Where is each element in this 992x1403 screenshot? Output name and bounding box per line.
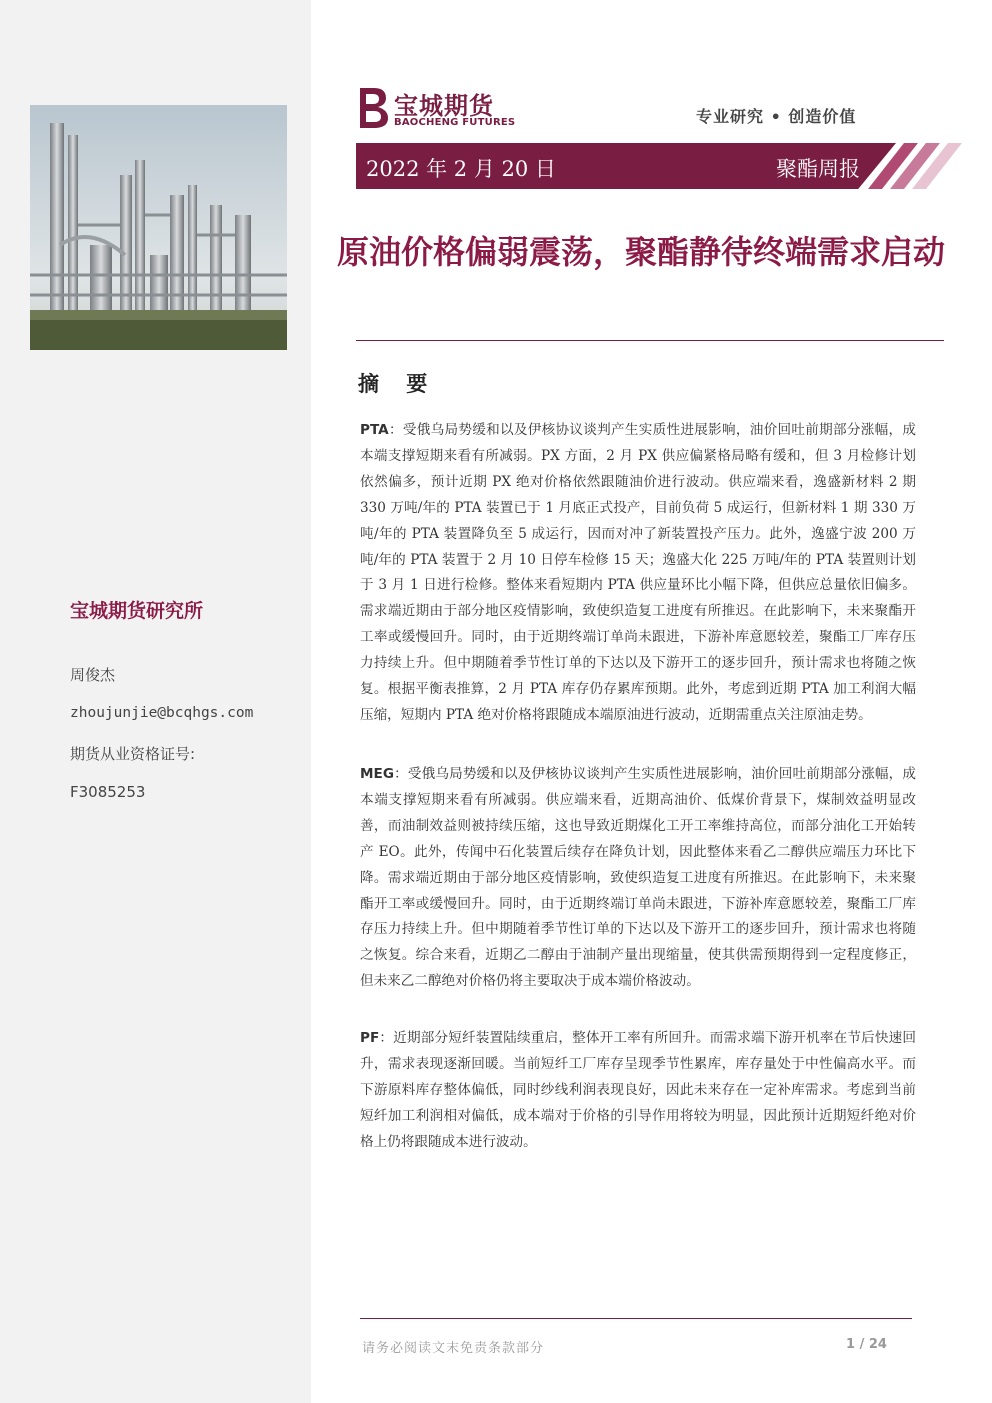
company-logo [356, 84, 526, 134]
pta-lead: PTA [360, 422, 389, 438]
title-divider [356, 340, 944, 341]
slogan: 专业研究 • 创造价值 [696, 107, 857, 126]
pf-text: ：近期部分短纤装置陆续重启，整体开工率有所回升。而需求端下游开机率在节后快速回升，需求表现逐渐回暖。当前短纤工厂库存呈现季节性累库，库存量处于中性偏高水平。而下游原料库存整体偏低，同时纱线利润表现良好，因此未来存在一定补库需求。考虑到当前短纤加工利润相对偏低，成本端对于价格的引导作用将较为明显，因此预计近期短纤绝对价格上仍将跟随成本进行波动。 [360, 1030, 916, 1150]
meg-lead: MEG [360, 766, 394, 782]
logo-b-mark-icon [356, 84, 390, 130]
institute-name: 宝城期货研究所 [70, 600, 204, 622]
pta-paragraph [360, 418, 916, 729]
license-label: 期货从业资格证号: [70, 745, 196, 763]
analyst-name: 周俊杰 [70, 666, 116, 684]
sidebar [0, 0, 311, 1403]
logo-english-text: BAOCHENG FUTURES [394, 117, 516, 128]
footer-disclaimer: 请务必阅读文末免责条款部分 [362, 1341, 545, 1356]
pf-lead: PF [360, 1030, 380, 1046]
refinery-photo [30, 105, 287, 350]
date-banner [356, 143, 940, 189]
report-type: 聚酯周报 [776, 157, 860, 181]
pta-text: ：受俄乌局势缓和以及伊核协议谈判产生实质性进展影响，油价回吐前期部分涨幅，成本端支撑短期来看有所减弱。PX 方面，2 月 PX 供应偏紧格局略有缓和，但 3 月检修计划依然偏多，预计近期 PX 绝对价格依然跟随油价进行波动。供应端来看，逸盛新材料 2 期 330 万吨/年的 PTA 装置已于 1 月底正式投产，目前负荷 5 成运行，但新材料 1 期 330 万吨/年的 PTA 装置降负至 5 成运行，因而对冲了新装置投产压力。此外，逸盛宁波 200 万吨/年的 PTA 装置于 2 月 10 日停车检修 15 天；逸盛大化 225 万吨/年的 PTA 装置则计划于 3 月 1 日进行检修。整体来看短期内 PTA 供应量环比小幅下降，但供应总量依旧偏多。需求端近期由于部分地区疫情影响，致使织造复工进度有所推迟。在此影响下，未来聚酯开工率或缓慢回升。同时，由于近期终端订单尚未跟进，下游补库意愿较差，聚酯工厂库存压力持续上升。但中期随着季节性订单的下达以及下游开工的逐步回升，预计需求也将随之恢复。根据平衡表推算，2 月 PTA 库存仍存累库预期。此外，考虑到近期 PTA 加工利润大幅压缩，短期内 PTA 绝对价格将跟随成本端原油进行波动，近期需重点关注原油走势。 [360, 422, 916, 723]
meg-text: ：受俄乌局势缓和以及伊核协议谈判产生实质性进展影响，油价回吐前期部分涨幅，成本端支撑短期来看有所减弱。供应端来看，近期高油价、低煤价背景下，煤制效益明显改善，而油制效益则被持续压缩，这也导致近期煤化工开工率维持高位，而部分油化工开始转产 EO。此外，传闻中石化装置后续存在降负计划，因此整体来看乙二醇供应端压力环比下降。需求端近期由于部分地区疫情影响，致使织造复工进度有所推迟。在此影响下，未来聚酯开工率或缓慢回升。同时，由于近期终端订单尚未跟进，下游补库意愿较差，聚酯工厂库存压力持续上升。但中期随着季节性订单的下达以及下游开工的逐步回升，预计需求也将随之恢复。综合来看，近期乙二醇由于油制产量出现缩量，使其供需预期得到一定程度修正，但未来乙二醇绝对价格仍将主要取决于成本端价格波动。 [360, 766, 916, 990]
page-number: 1 / 24 [846, 1337, 887, 1352]
report-date: 2022 年 2 月 20 日 [366, 157, 556, 181]
license-number: F3085253 [70, 783, 146, 801]
meg-paragraph [360, 762, 916, 995]
analyst-email[interactable]: zhoujunjie@bcqhgs.com [70, 705, 254, 721]
refinery-illustration [30, 105, 287, 350]
summary-heading: 摘 要 [358, 371, 438, 396]
footer-divider [360, 1318, 912, 1319]
pf-paragraph [360, 1026, 916, 1156]
logo-chinese-text: 宝城期货 [394, 91, 494, 120]
report-title: 原油价格偏弱震荡，聚酯静待终端需求启动 [336, 233, 945, 271]
